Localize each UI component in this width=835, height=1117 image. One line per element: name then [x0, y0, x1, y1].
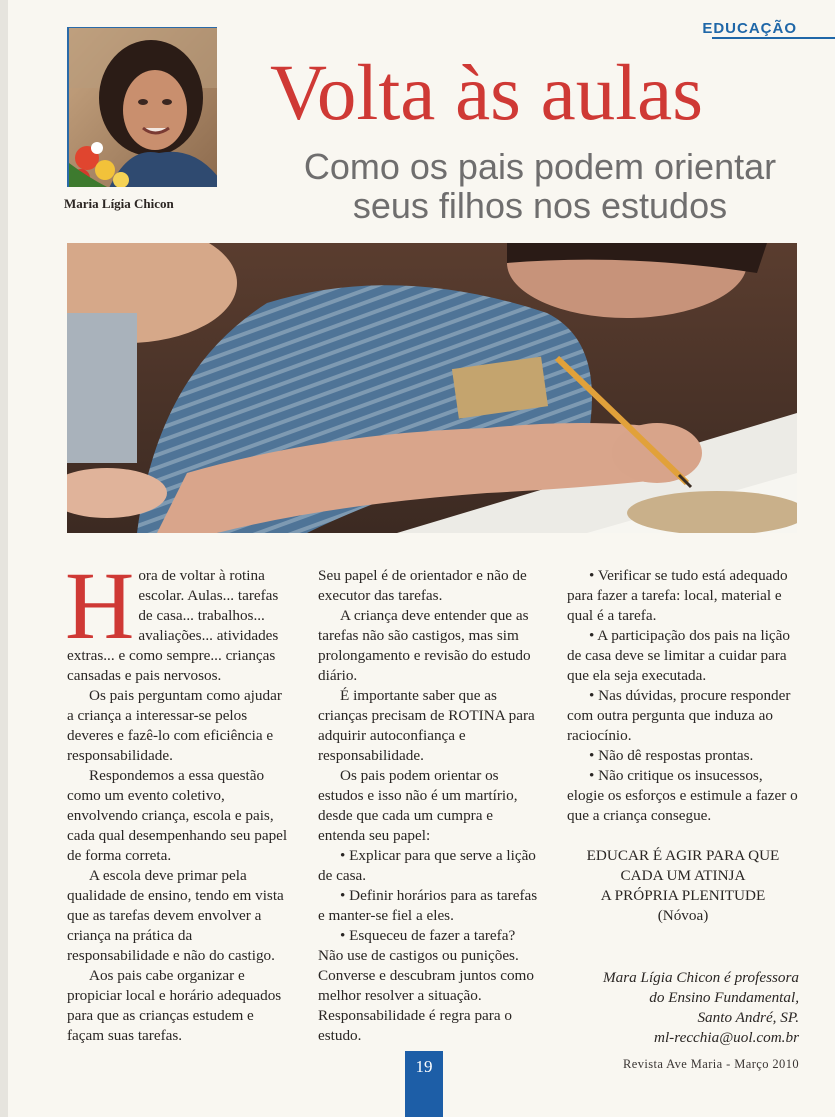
paragraph: A escola deve primar pela qualidade de ensino, tendo em vista que as tarefas devem envolver a criança na prática da responsabilidade e não do castigo. — [67, 867, 284, 964]
bio-line-1: Mara Lígia Chicon é professora — [602, 969, 799, 986]
author-bio — [539, 968, 799, 1048]
page-edge — [0, 0, 8, 1117]
intro-text: ora de voltar à rotina escolar. Aulas... tarefas de casa... trabalhos... avaliações... atividades extras... e como sempre... crianças cansadas e pais nervosos. — [67, 567, 279, 684]
section-label: EDUCAÇÃO — [702, 20, 797, 37]
article-subtitle — [280, 147, 800, 225]
subtitle-line-1: Como os pais podem orientar — [303, 146, 777, 187]
subtitle-line-2: seus filhos nos estudos — [352, 185, 728, 226]
quote-attribution: (Nóvoa) — [657, 907, 709, 924]
hero-photo — [67, 243, 797, 533]
author-photo — [67, 27, 217, 187]
bullet-item: • Definir horários para as tarefas e manter-se fiel a eles. — [318, 887, 538, 924]
paragraph: Os pais perguntam como ajudar a criança a interessar-se pelos deveres e fazê-lo com eficiência e responsabilidade. — [67, 687, 282, 764]
section-rule — [712, 37, 835, 39]
paragraph: Seu papel é de orientador e não de executor das tarefas. — [318, 567, 527, 604]
quote-line-3: A PRÓPRIA PLENITUDE — [600, 887, 766, 904]
drop-cap: H — [65, 552, 135, 659]
bullet-item: • Nas dúvidas, procure responder com outra pergunta que induza ao raciocínio. — [567, 687, 791, 744]
paragraph: A criança deve entender que as tarefas não são castigos, mas sim prolongamento e revisão do estudo diário. — [318, 607, 531, 684]
paragraph: Aos pais cabe organizar e propiciar local e horário adequados para que as crianças estudem e façam suas tarefas. — [67, 967, 282, 1044]
pull-quote — [567, 846, 799, 926]
author-email: ml-recchia@uol.com.br — [653, 1029, 799, 1046]
paragraph: É importante saber que as crianças precisam de ROTINA para adquirir autoconfiança e responsabilidade. — [318, 687, 535, 764]
bio-line-2: do Ensino Fundamental, — [649, 989, 799, 1006]
page-number: 19 — [415, 1057, 433, 1076]
article-column-1 — [65, 552, 289, 1046]
bullet-item: • A participação dos pais na lição de casa deve se limitar a cuidar para que ela seja executada. — [567, 627, 791, 684]
paragraph: Os pais podem orientar os estudos e isso não é um martírio, desde que cada um cumpra e entenda seu papel: — [318, 767, 518, 844]
bio-line-3: Santo André, SP. — [697, 1009, 799, 1026]
bullet-item: • Explicar para que serve a lição de casa. — [318, 847, 536, 884]
publication-footer: Revista Ave Maria - Março 2010 — [623, 1057, 799, 1071]
article-column-3 — [567, 566, 799, 826]
author-name: Maria Lígia Chicon — [64, 196, 174, 211]
quote-line-1: EDUCAR É AGIR PARA QUE — [586, 847, 780, 864]
quote-line-2: CADA UM ATINJA — [620, 867, 746, 884]
bullet-item: • Esqueceu de fazer a tarefa? Não use de castigos ou punições. Converse e descubram juntos como melhor resolver a situação. Responsabilidade é regra para o estudo. — [318, 927, 534, 1044]
child-writing-image — [67, 243, 797, 533]
article-column-2 — [318, 566, 543, 1046]
bullet-item: • Não critique os insucessos, elogie os esforços e estimule a fazer o que a criança consegue. — [567, 767, 798, 824]
intro-paragraph — [65, 552, 289, 686]
paragraph: Respondemos a essa questão como um evento coletivo, envolvendo criança, escola e pais, cada qual desempenhando seu papel de forma correta. — [67, 767, 288, 864]
article-title: Volta às aulas — [270, 50, 703, 137]
author-portrait-image — [69, 28, 217, 187]
bullet-item: • Verificar se tudo está adequado para fazer a tarefa: local, material e qual é a tarefa. — [567, 567, 788, 624]
bullet-item: • Não dê respostas prontas. — [589, 747, 754, 764]
